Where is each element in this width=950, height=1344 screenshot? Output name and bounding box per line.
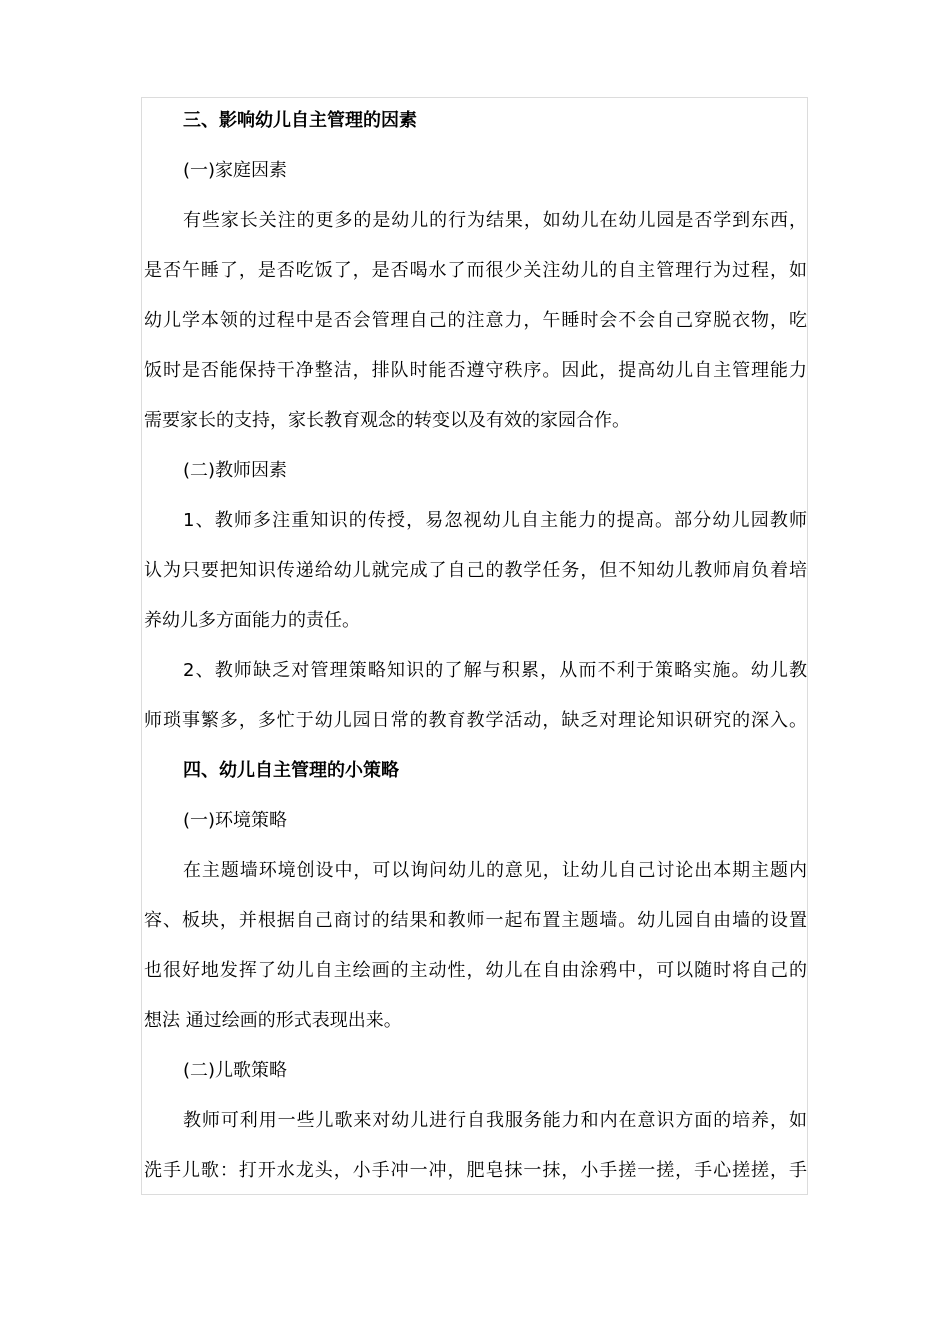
paragraph-line: 容、板块，并根据自己商讨的结果和教师一起布置主题墙。幼儿园自由墙的设置 [144, 910, 807, 931]
paragraph-line: 2、教师缺乏对管理策略知识的了解与积累，从而不利于策略实施。幼儿教 [183, 660, 807, 681]
paragraph-line: 饭时是否能保持干净整洁，排队时能否遵守秩序。因此，提高幼儿自主管理能力 [144, 360, 807, 381]
paragraph-line: 在主题墙环境创设中，可以询问幼儿的意见，让幼儿自己讨论出本期主题内 [183, 860, 807, 881]
document-body [144, 106, 807, 1195]
paragraph-line: 想法 通过绘画的形式表现出来。 [144, 1010, 402, 1031]
subsection-heading: (一)环境策略 [183, 810, 288, 831]
paragraph-line: 也很好地发挥了幼儿自主绘画的主动性，幼儿在自由涂鸦中，可以随时将自己的 [144, 960, 807, 981]
paragraph-line: 认为只要把知识传递给幼儿就完成了自己的教学任务，但不知幼儿教师肩负着培 [144, 560, 807, 581]
paragraph-line: 养幼儿多方面能力的责任。 [144, 610, 360, 631]
subsection-heading: (一)家庭因素 [183, 160, 288, 181]
paragraph-line: 1、教师多注重知识的传授，易忽视幼儿自主能力的提高。部分幼儿园教师 [183, 510, 807, 531]
paragraph-line: 师琐事繁多，多忙于幼儿园日常的教育教学活动，缺乏对理论知识研究的深入。 [144, 710, 807, 731]
paragraph-line: 有些家长关注的更多的是幼儿的行为结果，如幼儿在幼儿园是否学到东西， [183, 210, 807, 231]
section-heading: 四、幼儿自主管理的小策略 [183, 760, 399, 781]
paragraph-line: 幼儿学本领的过程中是否会管理自己的注意力，午睡时会不会自己穿脱衣物，吃 [144, 310, 807, 331]
paragraph-line: 教师可利用一些儿歌来对幼儿进行自我服务能力和内在意识方面的培养，如 [183, 1110, 807, 1131]
section-heading: 三、影响幼儿自主管理的因素 [183, 110, 417, 131]
subsection-heading: (二)儿歌策略 [183, 1060, 288, 1081]
paragraph-line: 洗手儿歌：打开水龙头，小手冲一冲，肥皂抹一抹，小手搓一搓，手心搓搓，手 [144, 1160, 807, 1181]
paragraph-line: 需要家长的支持，家长教育观念的转变以及有效的家园合作。 [144, 410, 630, 431]
document-page [141, 97, 808, 1195]
subsection-heading: (二)教师因素 [183, 460, 288, 481]
paragraph-line: 是否午睡了，是否吃饭了，是否喝水了而很少关注幼儿的自主管理行为过程，如 [144, 260, 807, 281]
